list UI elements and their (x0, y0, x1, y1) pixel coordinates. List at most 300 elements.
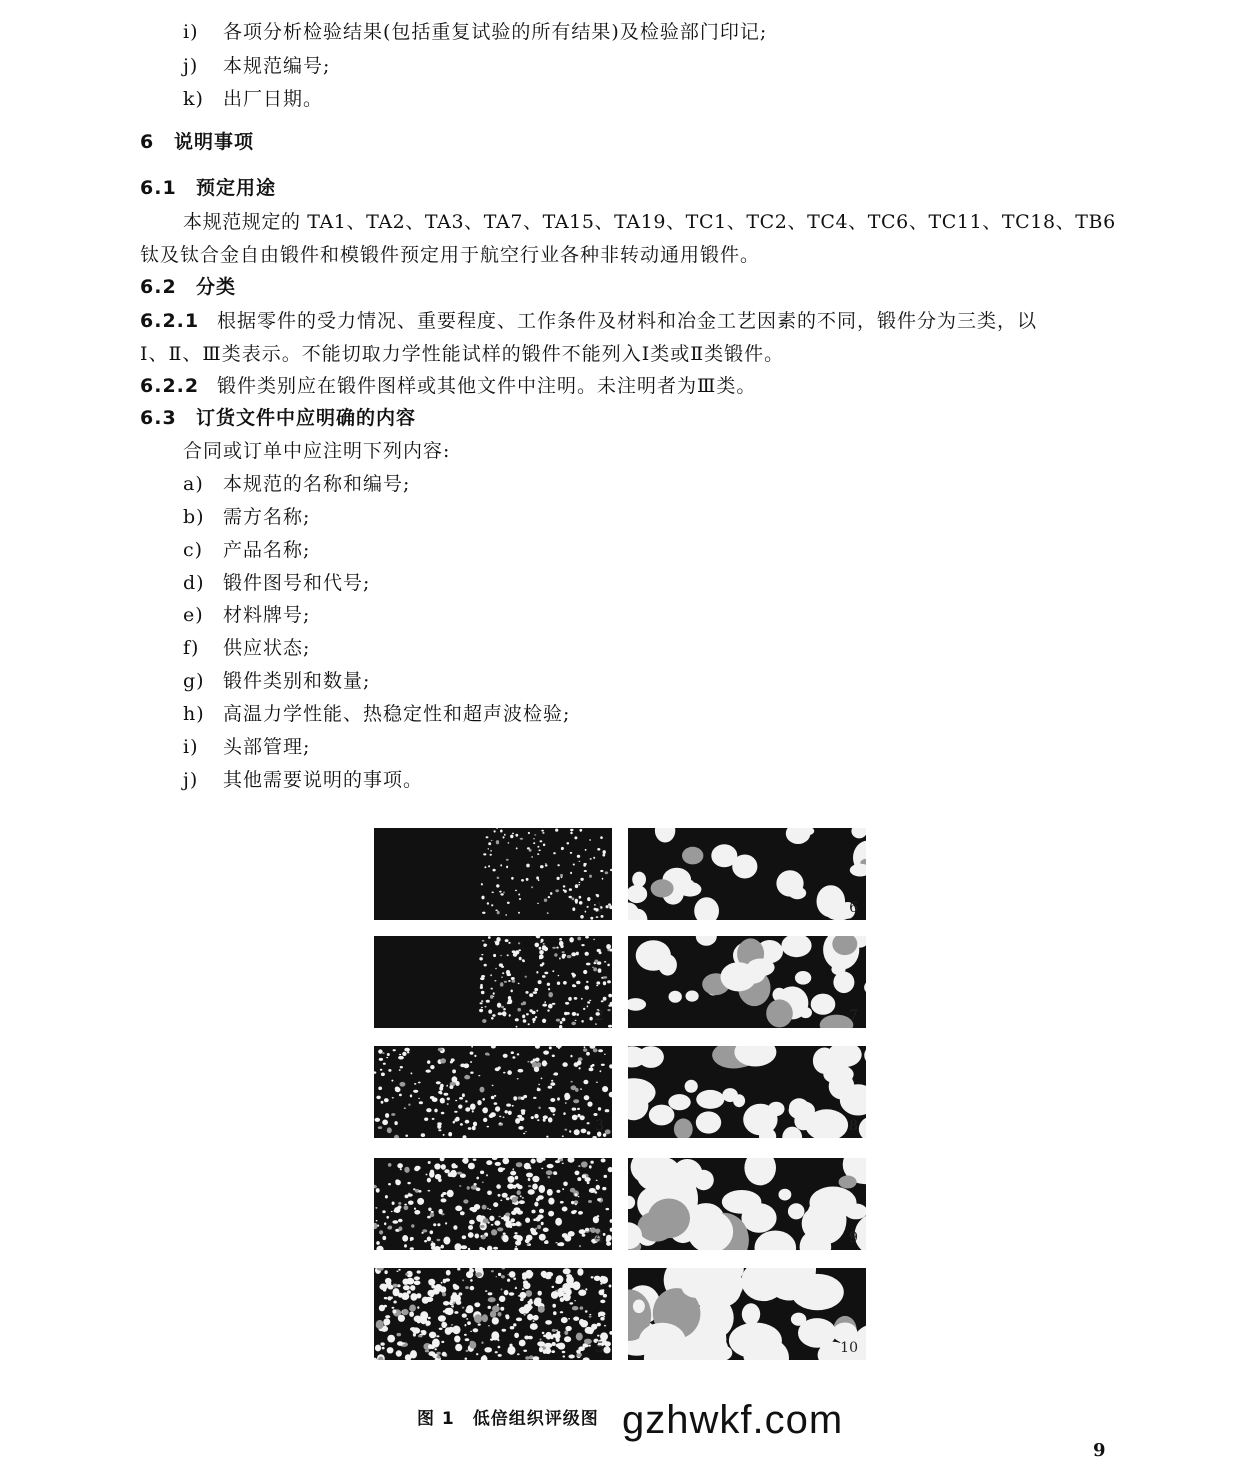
grain (536, 1158, 543, 1163)
grain (609, 1331, 612, 1335)
grain (473, 1159, 477, 1161)
grain (864, 1046, 866, 1066)
grain (454, 1336, 460, 1343)
grain (590, 1161, 593, 1164)
grain (406, 1278, 414, 1285)
panel-label: 3 (595, 1118, 604, 1134)
list-item (183, 669, 370, 693)
grain (495, 1351, 498, 1353)
grain (585, 986, 589, 990)
grain (544, 1241, 549, 1244)
grain (628, 1078, 656, 1106)
grain (378, 1087, 382, 1091)
grain (501, 977, 503, 978)
grain (553, 1171, 557, 1175)
grain (492, 1014, 495, 1017)
grain (577, 1268, 583, 1275)
subsection-title: 分类 (196, 276, 237, 298)
grain (597, 1335, 600, 1337)
grain (535, 943, 540, 948)
grain (430, 1213, 435, 1217)
grain (552, 1286, 555, 1288)
grain (385, 1195, 388, 1198)
grain (417, 1198, 424, 1205)
grain (507, 1070, 512, 1075)
grain (410, 1237, 414, 1241)
list-marker: i) (183, 736, 199, 758)
grain (447, 1097, 450, 1100)
grain (518, 983, 520, 984)
grain (575, 1193, 578, 1196)
grain (590, 858, 592, 860)
grain (382, 1236, 386, 1240)
grain (562, 951, 565, 953)
grain (466, 1318, 468, 1320)
grain (542, 1332, 545, 1334)
grain (532, 1184, 538, 1190)
grain (376, 1241, 380, 1245)
grain (564, 1012, 568, 1016)
grain (440, 1084, 444, 1088)
grain (572, 1012, 577, 1016)
grain (397, 1341, 403, 1346)
grain (465, 1075, 468, 1079)
grain (515, 950, 519, 954)
grain (470, 1061, 472, 1063)
grain (682, 1276, 711, 1298)
grain (464, 1334, 467, 1336)
subsection-number: 6.3 (140, 407, 177, 429)
grain (428, 1317, 431, 1319)
grain (392, 1202, 395, 1205)
grain (530, 1228, 534, 1232)
grain (528, 1189, 535, 1194)
grain (466, 1305, 473, 1313)
grain (595, 960, 599, 963)
grain (562, 1062, 567, 1067)
grain (468, 1248, 470, 1250)
grain (559, 1159, 563, 1162)
grain (578, 884, 580, 885)
grain (566, 1276, 574, 1285)
grain (469, 1220, 475, 1225)
grain (382, 1120, 388, 1126)
grain (569, 937, 574, 942)
grain (563, 1182, 568, 1187)
grain (585, 849, 587, 851)
grain (575, 1088, 579, 1092)
panel-label: 6 (849, 900, 858, 916)
grain (556, 1046, 562, 1048)
grain (603, 981, 606, 985)
grain (577, 1177, 581, 1181)
grain (459, 1185, 461, 1187)
grain (523, 960, 525, 962)
grain (496, 828, 498, 829)
grain (431, 1242, 436, 1247)
grain (512, 1056, 515, 1058)
grain (470, 1052, 474, 1055)
grain (484, 1347, 492, 1352)
grain (435, 1174, 441, 1180)
grain (795, 971, 811, 985)
grain (507, 954, 509, 956)
grain (523, 1019, 527, 1023)
grain (565, 1326, 571, 1331)
grain (655, 1178, 681, 1195)
grain (607, 1009, 610, 1011)
list-item (183, 505, 310, 529)
grain (445, 1222, 447, 1224)
grain (543, 943, 545, 944)
grain (580, 1088, 582, 1090)
grain (441, 1322, 447, 1328)
list-item (183, 54, 330, 78)
grain (520, 1292, 527, 1299)
grain (510, 1171, 516, 1176)
grain (744, 1158, 776, 1185)
grain (414, 1276, 420, 1280)
grain (600, 1070, 602, 1072)
grain (548, 896, 550, 898)
list-marker: e) (183, 604, 204, 626)
grain (435, 1348, 437, 1350)
grain (605, 1109, 610, 1112)
list-item (183, 87, 323, 111)
grain (461, 1245, 467, 1249)
grain (538, 1291, 542, 1296)
grain (608, 1004, 612, 1007)
grain (437, 1124, 441, 1129)
grain (576, 981, 580, 985)
grain (533, 838, 535, 839)
grain (562, 1207, 568, 1212)
grain (543, 1115, 548, 1119)
grain (531, 1210, 535, 1214)
grain (454, 1243, 461, 1250)
grain (568, 1355, 574, 1359)
micrograph-panel-10 (628, 1268, 866, 1360)
grain (540, 964, 543, 967)
grain (540, 1339, 542, 1341)
grain (488, 848, 490, 849)
grain (478, 1323, 481, 1325)
grain (385, 1297, 388, 1299)
grain (547, 912, 549, 913)
watermark: gzhwkf.com (622, 1398, 844, 1442)
grain (498, 1216, 501, 1218)
grain (474, 1183, 477, 1186)
grain (428, 1344, 432, 1349)
grain (443, 1279, 447, 1283)
grain (499, 1296, 505, 1302)
grain (580, 915, 584, 919)
grain (476, 1353, 478, 1355)
grain (404, 1244, 407, 1247)
grain (427, 1060, 430, 1064)
grain (402, 1235, 408, 1242)
grain (505, 1213, 510, 1217)
grain (533, 1097, 536, 1099)
grain (479, 957, 483, 960)
grain (376, 1188, 380, 1193)
micrograph-panel-2 (374, 936, 612, 1028)
grain (407, 1051, 409, 1053)
grain (474, 1314, 482, 1323)
grain (599, 1290, 605, 1296)
grain (495, 1162, 501, 1166)
grain (495, 1106, 500, 1111)
grain (540, 840, 543, 842)
grain (388, 1285, 394, 1290)
grain (391, 1080, 393, 1082)
grain (507, 1350, 511, 1353)
grain (569, 896, 572, 898)
grain (419, 1101, 423, 1104)
grain (503, 1054, 508, 1058)
grain (492, 996, 494, 997)
grain (577, 1108, 580, 1110)
grain (603, 1316, 605, 1317)
grain (375, 1118, 381, 1122)
grain (386, 1057, 388, 1058)
grain (519, 1117, 524, 1121)
grain (376, 1246, 383, 1250)
grain (593, 967, 597, 971)
grain (488, 842, 491, 845)
grain (517, 1353, 520, 1355)
grain (499, 963, 503, 966)
grain (559, 958, 561, 960)
grain (407, 1182, 410, 1184)
grain (580, 1115, 585, 1120)
grain (542, 1273, 546, 1278)
grain (506, 1197, 510, 1200)
grain (561, 847, 564, 849)
micrograph-panel-1 (374, 828, 612, 920)
grain (850, 864, 866, 877)
grain (404, 1204, 407, 1206)
grain (573, 1317, 579, 1321)
panel-label: 10 (840, 1340, 858, 1356)
grain (589, 1314, 591, 1315)
grain (610, 949, 613, 952)
grain (576, 952, 579, 956)
grain (576, 1350, 581, 1354)
grain (450, 1061, 453, 1064)
grain (444, 1169, 449, 1173)
list-item (183, 636, 310, 660)
grain (579, 1229, 586, 1234)
grain (490, 850, 492, 852)
grain (380, 1342, 384, 1345)
grain (522, 1015, 525, 1019)
grain (547, 983, 550, 986)
grain (479, 1009, 483, 1012)
grain (556, 1343, 563, 1347)
list-marker: g) (183, 670, 205, 692)
grain (554, 1333, 561, 1339)
grain (534, 1067, 539, 1073)
grain (501, 1288, 503, 1290)
grain (493, 1202, 498, 1207)
grain (405, 1135, 408, 1137)
grain (596, 1180, 598, 1181)
grain (509, 1344, 512, 1347)
grain (515, 890, 517, 891)
grain (597, 1323, 601, 1327)
grain (512, 1168, 514, 1170)
macrostructure-figure (374, 828, 879, 1363)
grain (603, 997, 607, 1001)
grain (547, 1189, 553, 1196)
grain (555, 1218, 562, 1226)
grain (562, 1018, 566, 1022)
grain (496, 1184, 501, 1189)
grain (589, 1316, 592, 1318)
grain (485, 1290, 487, 1292)
grain (462, 1307, 464, 1309)
grain (604, 1175, 608, 1178)
grain (493, 954, 496, 957)
grain (509, 1292, 515, 1295)
grain (537, 846, 539, 848)
grain (503, 836, 505, 838)
grain (480, 1225, 485, 1228)
grain (585, 1288, 587, 1290)
grain (538, 879, 540, 881)
grain (541, 1168, 543, 1169)
grain (405, 1273, 408, 1276)
grain (488, 865, 490, 867)
grain (387, 1347, 394, 1353)
grain (604, 1087, 607, 1090)
grain (608, 1025, 612, 1028)
grain (500, 1200, 502, 1202)
micrograph-panel-5 (374, 1268, 612, 1360)
grain (440, 1316, 446, 1320)
grain (523, 1350, 527, 1352)
grain (508, 842, 510, 843)
grain (468, 1225, 473, 1230)
grain (481, 1007, 483, 1008)
grain (409, 1307, 415, 1311)
grain (580, 878, 583, 881)
grain (515, 834, 518, 837)
grain (427, 1178, 431, 1183)
grain (388, 1069, 391, 1072)
grain (562, 1135, 564, 1137)
grain (458, 1105, 462, 1109)
grain (781, 936, 811, 957)
grain (543, 1228, 549, 1232)
list-marker: j) (183, 769, 199, 791)
grain (632, 872, 646, 888)
list-marker: j) (183, 55, 199, 77)
grain (533, 1320, 535, 1322)
grain (494, 980, 496, 981)
grain (402, 1309, 408, 1315)
subsection-heading (140, 275, 236, 299)
grain (505, 1110, 508, 1113)
subsection-number: 6.1 (140, 177, 177, 199)
grain (486, 1174, 488, 1176)
grain (538, 1107, 540, 1110)
grain (434, 1109, 437, 1113)
grain (507, 1279, 510, 1282)
grain (572, 974, 576, 977)
grain (520, 1195, 522, 1197)
grain (562, 1351, 566, 1353)
grain (789, 887, 807, 899)
grain (583, 1357, 590, 1360)
grain (609, 1285, 612, 1288)
grain (525, 976, 527, 978)
grain (604, 961, 606, 963)
grain (600, 836, 603, 839)
grain (560, 1297, 564, 1302)
subsection-title: 预定用途 (196, 177, 277, 199)
grain (453, 1285, 459, 1290)
micrograph-panel-6 (628, 828, 866, 920)
grain (437, 1239, 441, 1241)
grain (393, 1288, 400, 1296)
grain (522, 1288, 524, 1290)
grain (491, 1046, 496, 1049)
grain (518, 1069, 524, 1073)
grain (553, 852, 556, 854)
grain (550, 1098, 555, 1102)
grain (563, 889, 565, 891)
grain (523, 1001, 527, 1005)
grain (586, 981, 588, 983)
grain (481, 1341, 483, 1344)
grain (515, 1196, 518, 1199)
grain (451, 1324, 453, 1326)
grain (589, 1068, 594, 1072)
grain (398, 1269, 401, 1271)
grain (577, 937, 581, 941)
grain (528, 1185, 531, 1187)
grain (502, 1158, 509, 1164)
grain (498, 1167, 504, 1172)
grain (579, 1212, 582, 1214)
grain (533, 1059, 537, 1062)
grain (495, 941, 499, 946)
grain (538, 980, 542, 984)
grain (418, 1082, 421, 1084)
grain (408, 1201, 414, 1205)
grain (454, 1111, 457, 1113)
grain (407, 1194, 412, 1197)
grain (537, 1119, 539, 1121)
grain (565, 1102, 567, 1104)
grain (593, 939, 595, 940)
clause (140, 374, 756, 398)
grain (603, 1346, 610, 1353)
grain (426, 1070, 431, 1073)
grain (410, 1327, 416, 1331)
grain (694, 897, 719, 920)
grain (588, 1200, 592, 1203)
list-text: 出厂日期。 (223, 88, 324, 110)
grain (608, 994, 612, 998)
grain (511, 877, 514, 880)
grain (488, 1306, 492, 1309)
grain (424, 1240, 427, 1242)
grain (651, 879, 674, 897)
grain (391, 1211, 393, 1212)
